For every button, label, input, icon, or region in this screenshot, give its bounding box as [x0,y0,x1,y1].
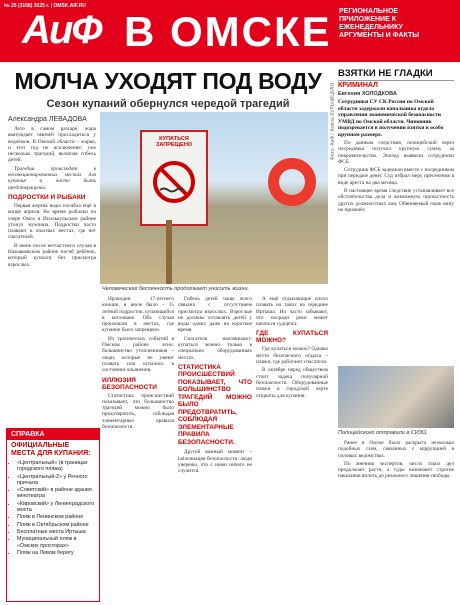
paragraph: Статистика происшествий показывает, что большинство трагедий можно было предотвратить, соблюдая элементарные правила безопасности. [102,392,174,431]
crime-author: Евгения ХОЛОДКОВА [338,91,397,97]
sign-text: КУПАТЬСЯ ЗАПРЕЩЕНО [155,136,193,148]
lifebuoy [268,158,316,206]
article-column-4 [256,296,328,601]
paragraph: Где купаться можно? Однако место безопасного отдыха – пляжи, где работают спасатели. [256,346,328,366]
paragraph: В октябре перед обществом стоит задача популярной безопасности. Оборудованные пляжи в городской черте открыты для купания. [256,367,328,399]
photo-caption: Человеческая беспечность продолжает уносить жизни. [102,286,250,292]
paragraph: Сотрудник ФСБ задержан вместе с посредником при передаче денег. Суд избрал меру пресечения в виде ареста на два месяца. [338,167,454,186]
list-item: • «Центральный-2» у Речного причала [17,474,95,487]
photo-credit: Фото: АиФ / Алёна КУЛЬЧИЦКАЯ [330,83,336,160]
paragraph: По данным следствия, полицейский через посредника получил крупную сумму за покровительство. Эпизод выявили сотрудники ФСБ. [338,140,454,165]
crime-body [338,140,454,340]
crime-column [338,68,454,340]
list-item: • Бесплатные места Иртыша [17,529,95,535]
list-item: • Пляж в Октябрьском районе [17,522,95,528]
issue-info: № 25 (3168) 2025 г. | OMSK.AIF.RU [4,3,86,9]
paragraph: Лето в самом разгаре, жара вынуждает омичей прохладиться у водоёмов. В Омской области – жарко, и этот год не исключение: уже несколько трагедий, включая гибель детей. [8,126,96,164]
list-item: • «Центральный» (в границах городского пляжа) [17,460,95,473]
paragraph: А ещё отдыхающие плохо плавать на таких на середине Иртыша. Но часто забывают, что посреди реки может начаться судорога. [256,296,328,328]
masthead [0,0,460,62]
paragraph: Другой важный момент – halucинация безопасности: люди уверены, что с ними ничего не случится. [178,449,252,475]
article-column-3 [178,296,252,601]
no-swimming-icon [152,160,196,204]
paragraph: Первая жертва воды погибла ещё в конце апреля. Во время рыбалки на озере Омск в Исилькульском районе утонул мужчина. Подростки часто плавают в опасных местах, где нет спасателей. [8,202,96,241]
aif-logo: АиФ [22,8,101,52]
crime-photo-caption: Полицейского отправили в СИЗО. [338,430,428,436]
article-column-2 [102,296,174,601]
crime-photo [338,366,454,428]
list-item: • Пляж на Левом берегу [17,550,95,556]
crime-lead: Сотрудники СУ СК России по Омской области задержали начальника отдела управления экономической безопасности УМВД по Омской области. Чиновник подозревается в получении взятки в особо крупном размере. [338,99,444,138]
byline: Александра ЛЕВАДОВА [8,116,87,123]
statistics-pullquote: СТАТИСТИКА ПРОИСШЕСТВИЙ ПОКАЗЫВАЕТ, ЧТО БОЛЬШИНСТВО ТРАГЕДИЙ МОЖНО БЫЛО ПРЕДОТВРАТИТЬ, СОБЛЮДАЯ ЭЛЕМЕНТАРНЫЕ ПРАВИЛА БЕЗОПАСНОСТИ. [178,363,252,446]
paragraph: По мнению экспертов, число таких дел продолжает расти, а суды назначают строгие наказания вплоть до реального лишения свободы. [338,460,454,480]
paragraph: В июне после несчастного случая в Называевском районе погиб ребёнок, который купался без присмотра взрослых. [8,242,96,268]
crime-section: КРИМИНАЛ [338,82,378,89]
beach-list [7,460,99,556]
warning-sign [140,130,208,226]
info-box-header: СПРАВКА [7,429,99,440]
paragraph: Гибель детей чаще всего связана с отсутствием присмотра взрослых. Взрослые не должны оставлять детей у воды одних даже на короткое время. [178,296,252,334]
paragraph: В настоящее время следствие устанавливает все обстоятельства дела и возможную причастность других должностных лиц. Обвиняемый свою вину не признаёт. [338,188,454,213]
paragraph: Ранее в Омске было раскрыто несколько подобных схем, связанных с коррупцией в силовых ведомствах. [338,440,454,459]
sign-post [166,220,172,284]
section-heading: ИЛЛЮЗИЯ БЕЗОПАСНОСТИ [102,376,157,391]
list-item: • «Советский» в районе здания кинотеатра [17,487,95,500]
paragraph: Трагедии происходят в несанкционированных местах для купания и часто быть предотвращены. [8,165,96,191]
article-column-1 [8,126,96,426]
crime-body-2 [338,440,454,600]
list-item: • Пляж в Ленинском районе [17,514,95,520]
list-item: • Муниципальный пляж в «Омских просторах» [17,536,95,549]
paragraph: Ирландии 17-летнего юноши, в июле было – 15 летний подросток, купающийся в котловане. Оба случая произошли в местах, где купание было запрещено. [102,296,174,334]
paragraph: Из трагических событий в Омском районе ясно: большинство утопленников – люди, которые не умеют плавать или купались в состоянии опьянения. [102,335,174,374]
list-item: • «Кировский» у Ленинградского моста [17,501,95,514]
section-heading: ГДЕ КУПАТЬСЯ МОЖНО? [256,330,328,345]
headline: МОЛЧА УХОДЯТ ПОД ВОДУ [14,68,322,94]
tagline: РЕГИОНАЛЬНОЕ ПРИЛОЖЕНИЕ К ЕЖЕНЕДЕЛЬНИКУ АРГУМЕНТЫ И ФАКТЫ [339,8,420,39]
info-box [6,428,100,602]
subhead: Сезон купаний обернулся чередой трагедий [46,98,290,110]
city-title: В ОМСКЕ [124,8,332,55]
article-photo [100,112,328,284]
paragraph: Спасатели напоминают: купаться можно только в специально оборудованных местах. [178,335,252,361]
section-heading: ПОДРОСТКИ И РЫБАКИ [8,193,86,201]
info-box-title: ОФИЦИАЛЬНЫЕ МЕСТА ДЛЯ КУПАНИЯ: [11,442,91,457]
crime-title: ВЗЯТКИ НЕ ГЛАДКИ [338,68,454,81]
